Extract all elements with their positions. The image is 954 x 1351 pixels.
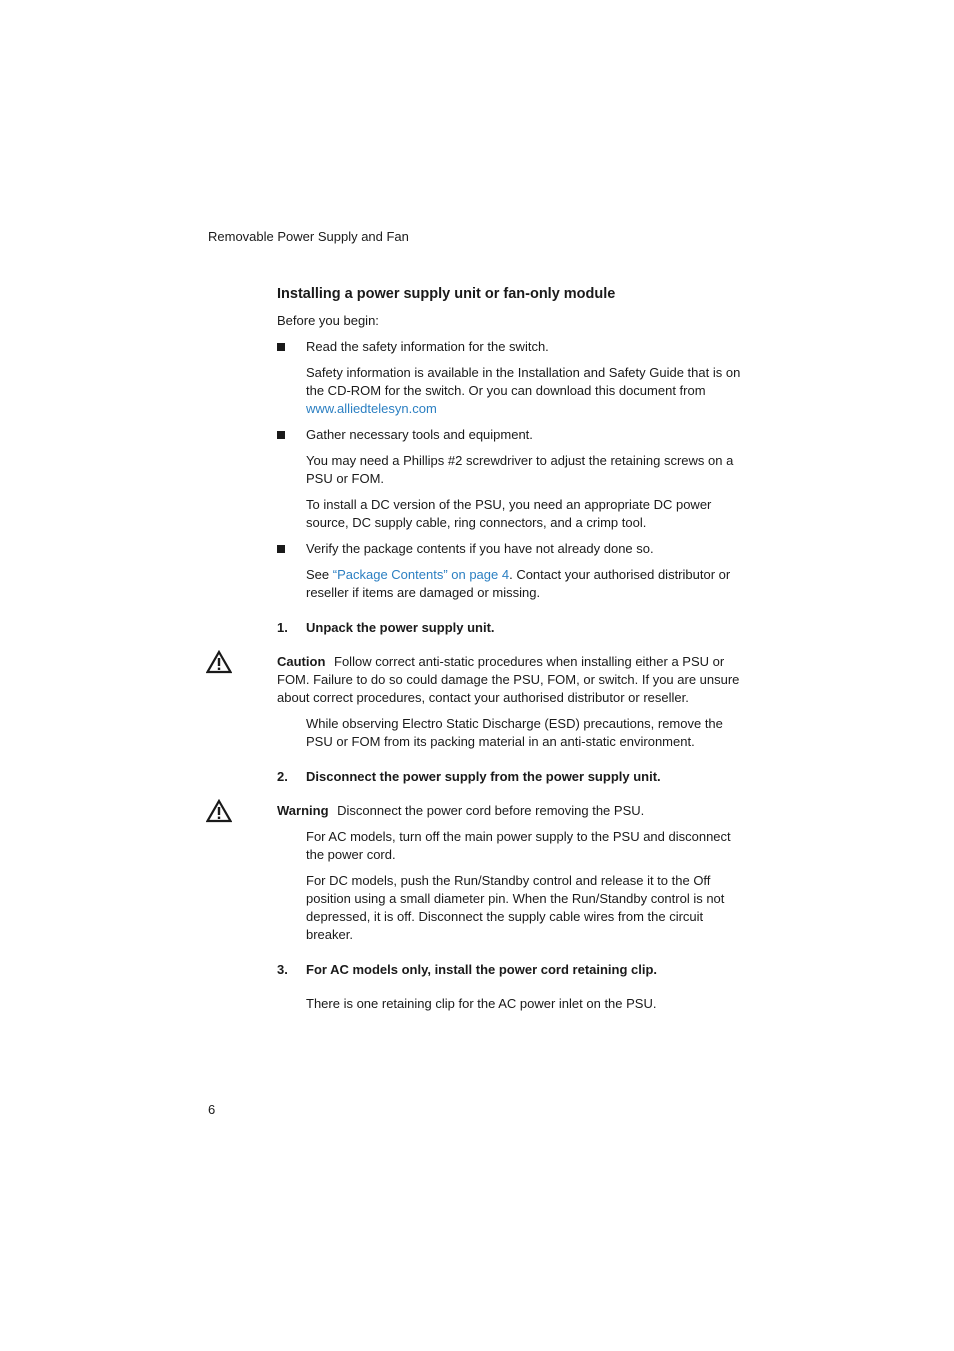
detail-text: See — [306, 567, 333, 582]
bullet-detail: You may need a Phillips #2 screwdriver to adjust the retaining screws on a PSU or FOM. — [306, 453, 734, 486]
bullet-detail: To install a DC version of the PSU, you need an appropriate DC power source, DC supply cable, ring connectors, and a crimp tool. — [306, 497, 712, 530]
bullet-detail — [306, 364, 747, 418]
step-paragraph: There is one retaining clip for the AC power inlet on the PSU. — [306, 996, 657, 1011]
step-number: 2. — [277, 769, 288, 784]
bullet-text: Gather necessary tools and equipment. — [306, 427, 533, 442]
bullet-item — [277, 540, 747, 558]
step-paragraph: While observing Electro Static Discharge (ESD) precautions, remove the PSU or FOM from its packing material in an anti-static environment. — [306, 716, 723, 749]
step-paragraph: For DC models, push the Run/Standby control and release it to the Off position using a small diameter pin. When the Run/Standby control is not depressed, it is off. Disconnect the supply cable wires from the circuit breaker. — [306, 873, 725, 942]
step-number: 3. — [277, 962, 288, 977]
page-content — [277, 284, 747, 1021]
bullet-item — [277, 338, 747, 356]
notice-text: Disconnect the power cord before removing the PSU. — [337, 803, 645, 818]
notice-label: Warning — [277, 803, 329, 818]
notice-text: Follow correct anti-static procedures when installing either a PSU or FOM. Failure to do so could damage the PSU, FOM, or switch. If you are unsure about correct procedures, contact your authorised distributor or reseller. — [277, 654, 740, 705]
bullet-detail — [306, 566, 747, 602]
bullet-text: Verify the package contents if you have not already done so. — [306, 541, 654, 556]
step-heading — [277, 619, 747, 637]
notice-label: Caution — [277, 654, 326, 669]
running-header: Removable Power Supply and Fan — [208, 229, 409, 244]
caution-notice — [277, 653, 747, 707]
bullet-item — [277, 426, 747, 444]
step-title: Disconnect the power supply from the power supply unit. — [306, 769, 661, 784]
cross-reference-link[interactable]: “Package Contents” on page 4 — [332, 567, 510, 582]
bullet-text: Read the safety information for the switch. — [306, 339, 549, 354]
step-heading — [277, 961, 747, 979]
step-title: For AC models only, install the power cord retaining clip. — [306, 962, 658, 977]
warning-triangle-icon — [206, 799, 232, 823]
bullet-square-icon — [277, 545, 285, 553]
warning-notice — [277, 802, 747, 820]
website-link[interactable]: www.alliedtelesyn.com — [306, 401, 437, 416]
step-heading — [277, 768, 747, 786]
step-title: Unpack the power supply unit. — [306, 620, 495, 635]
bullet-square-icon — [277, 343, 285, 351]
page-number: 6 — [208, 1102, 216, 1117]
detail-text: Safety information is available in the Installation and Safety Guide that is on the CD-ROM for the switch. Or you can download this document from — [306, 365, 741, 398]
bullet-square-icon — [277, 431, 285, 439]
step-number: 1. — [277, 620, 288, 635]
intro-text: Before you begin: — [277, 313, 379, 328]
section-title: Installing a power supply unit or fan-only module — [277, 286, 616, 302]
warning-triangle-icon — [206, 650, 232, 674]
step-paragraph: For AC models, turn off the main power supply to the PSU and disconnect the power cord. — [306, 829, 731, 862]
detail-text-after: . Contact your authorised distributor or reseller if items are damaged or missing. — [306, 567, 731, 600]
